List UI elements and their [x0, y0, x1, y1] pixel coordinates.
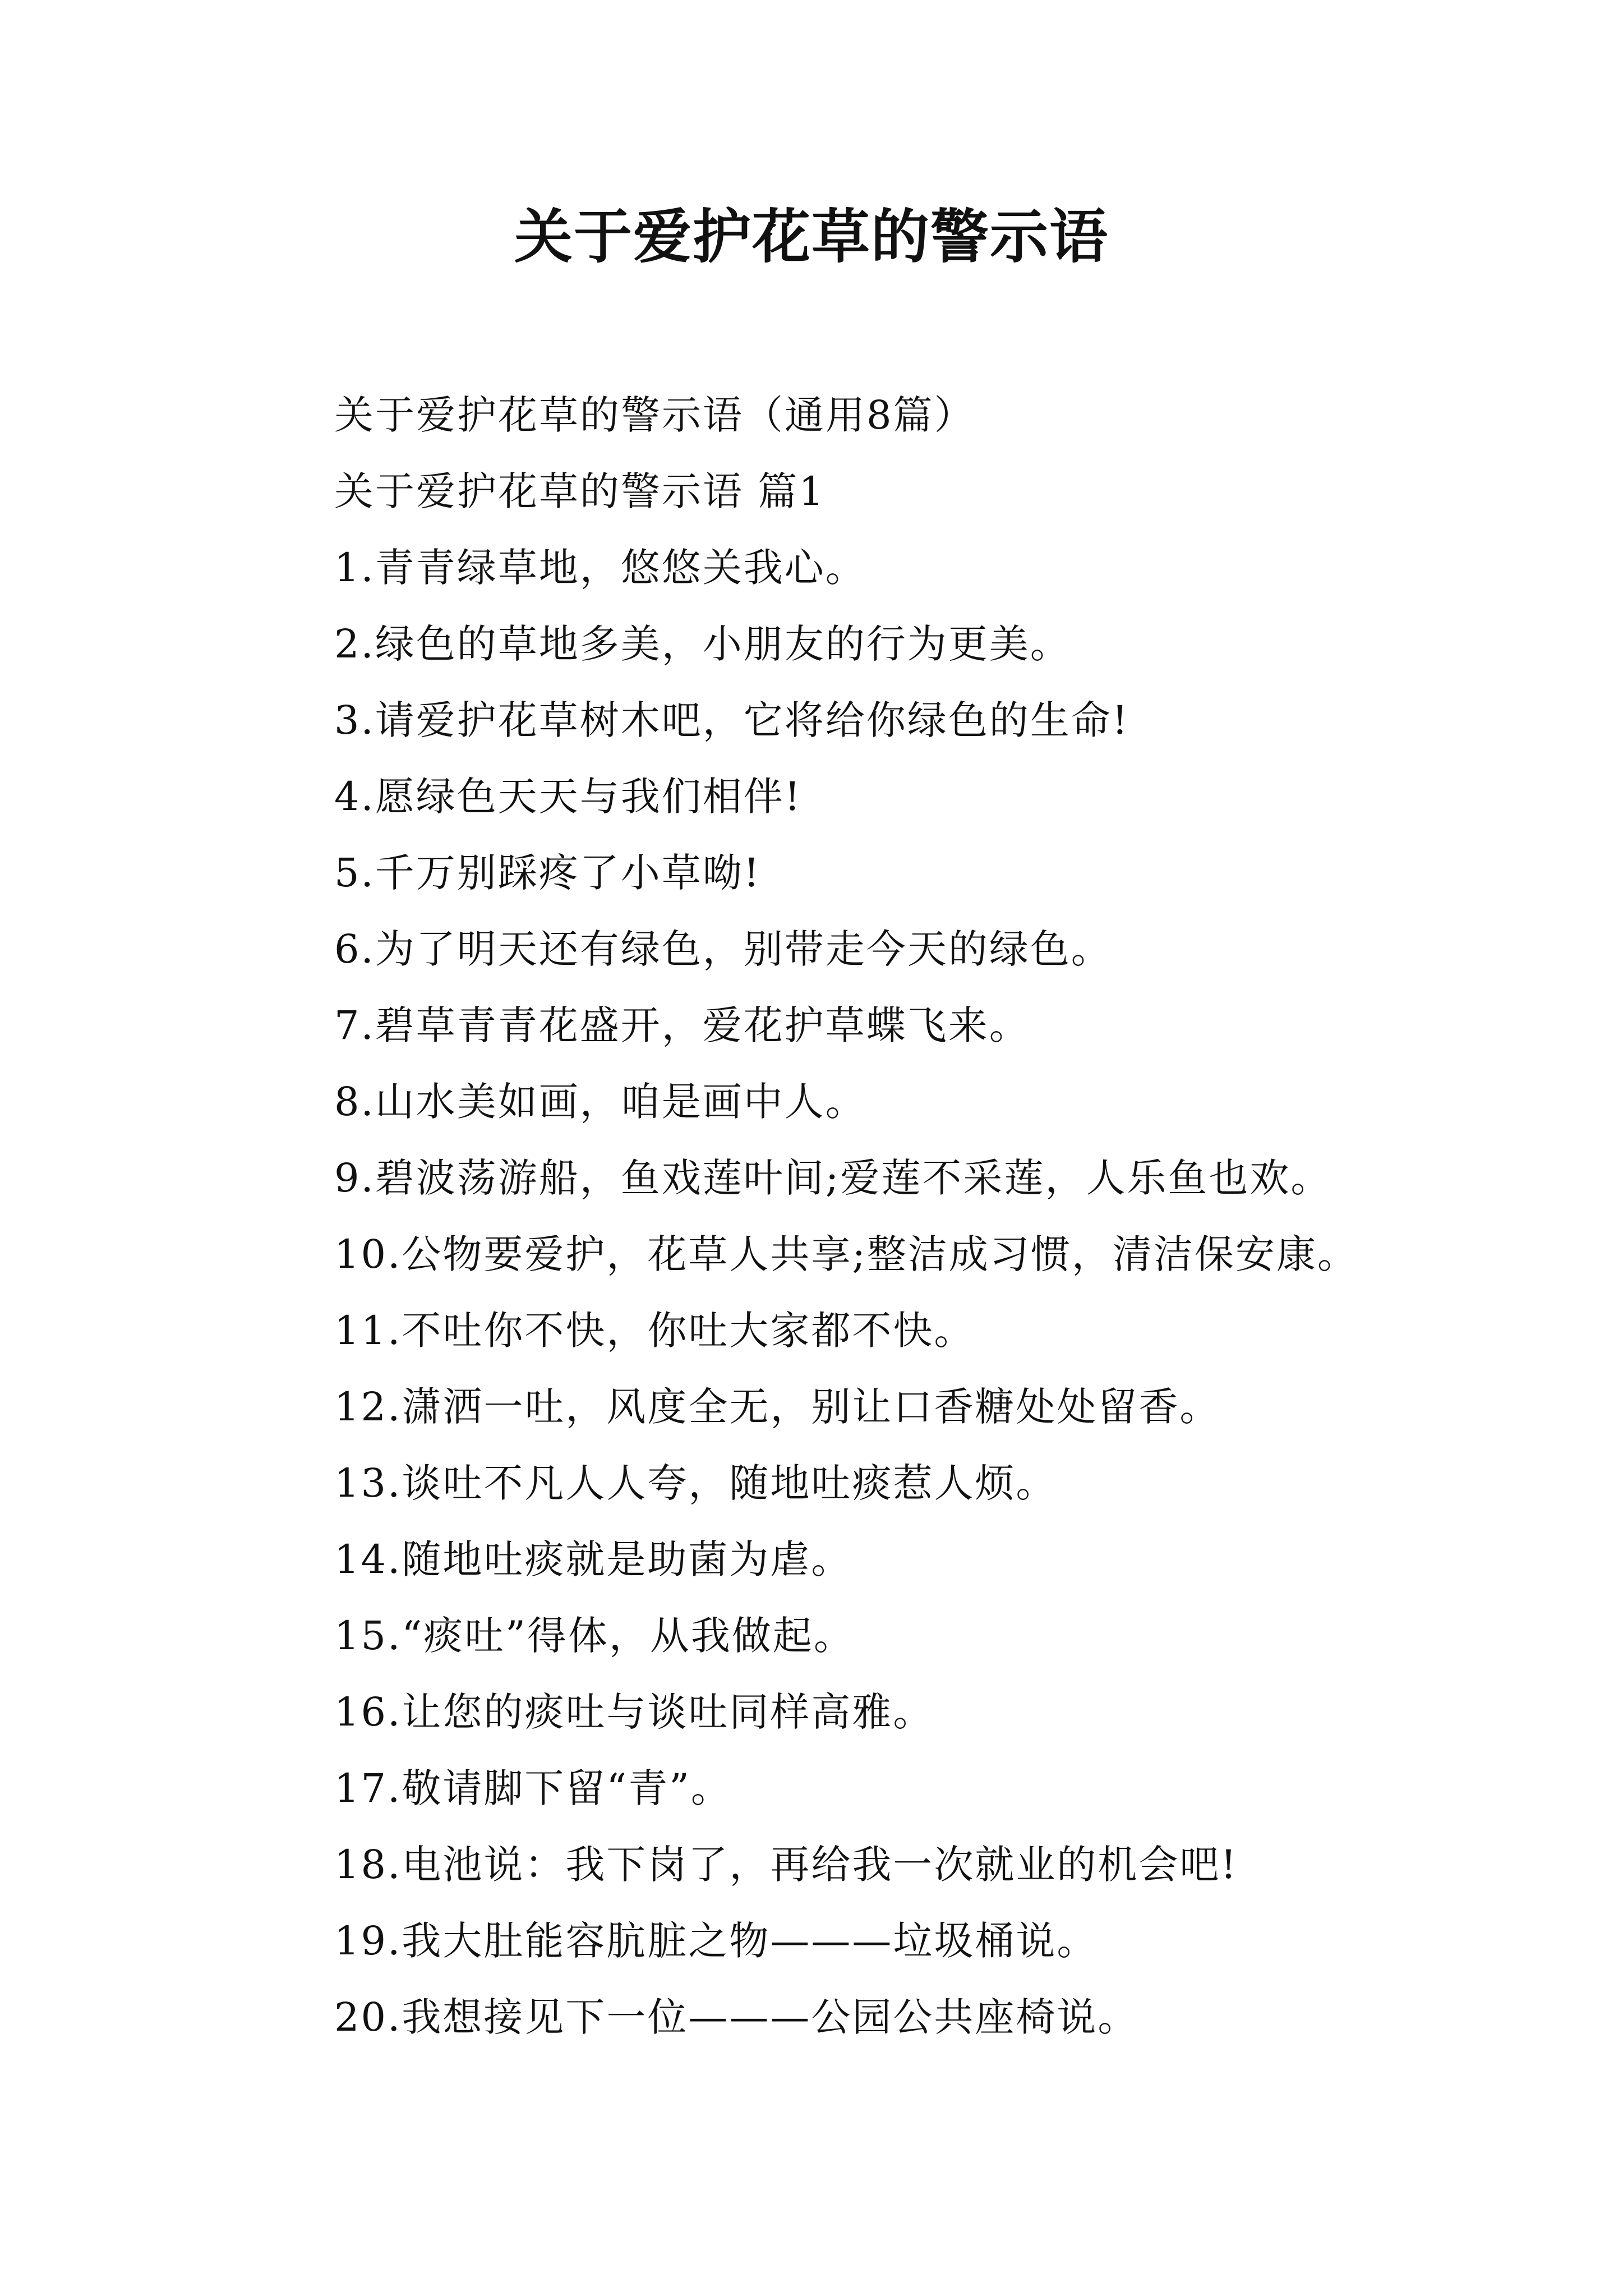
list-item: 12.潇洒一吐，风度全无，别让口香糖处处留香。	[334, 1384, 1221, 1430]
list-item: 15.“痰吐”得体，从我做起。	[334, 1613, 855, 1659]
list-item: 2.绿色的草地多美，小朋友的行为更美。	[334, 621, 1071, 667]
list-item: 14.随地吐痰就是助菌为虐。	[334, 1536, 852, 1582]
list-item: 18.电池说：我下岗了，再给我一次就业的机会吧!	[334, 1842, 1238, 1888]
list-item: 17.敬请脚下留“青”。	[334, 1765, 732, 1811]
list-item: 10.公物要爱护，花草人共享;整洁成习惯，清洁保安康。	[334, 1231, 1358, 1277]
section-heading: 关于爱护花草的警示语 篇1	[334, 468, 826, 514]
list-item: 3.请爱护花草树木吧，它将给你绿色的生命!	[334, 697, 1129, 743]
document-body	[334, 377, 1540, 2055]
document-title: 关于爱护花草的警示语	[514, 202, 1109, 271]
list-item: 1.青青绿草地，悠悠关我心。	[334, 545, 866, 591]
list-item: 19.我大肚能容肮脏之物———垃圾桶说。	[334, 1918, 1098, 1964]
list-item: 16.让您的痰吐与谈吐同样高雅。	[334, 1689, 934, 1735]
list-item: 13.谈吐不凡人人夸，随地吐痰惹人烦。	[334, 1460, 1057, 1506]
list-item: 7.碧草青青花盛开，爱花护草蝶飞来。	[334, 1002, 1030, 1048]
intro-line: 关于爱护花草的警示语（通用8篇）	[334, 392, 975, 438]
list-item: 8.山水美如画，咱是画中人。	[334, 1079, 866, 1125]
list-item: 5.千万别踩疼了小草呦!	[334, 850, 761, 896]
list-item: 4.愿绿色天天与我们相伴!	[334, 774, 802, 820]
list-item: 6.为了明天还有绿色，别带走今天的绿色。	[334, 926, 1112, 972]
list-item: 20.我想接见下一位———公园公共座椅说。	[334, 1994, 1139, 2040]
list-item: 9.碧波荡游船，鱼戏莲叶间;爱莲不采莲，人乐鱼也欢。	[334, 1155, 1332, 1201]
list-item: 11.不吐你不快，你吐大家都不快。	[334, 1308, 975, 1354]
